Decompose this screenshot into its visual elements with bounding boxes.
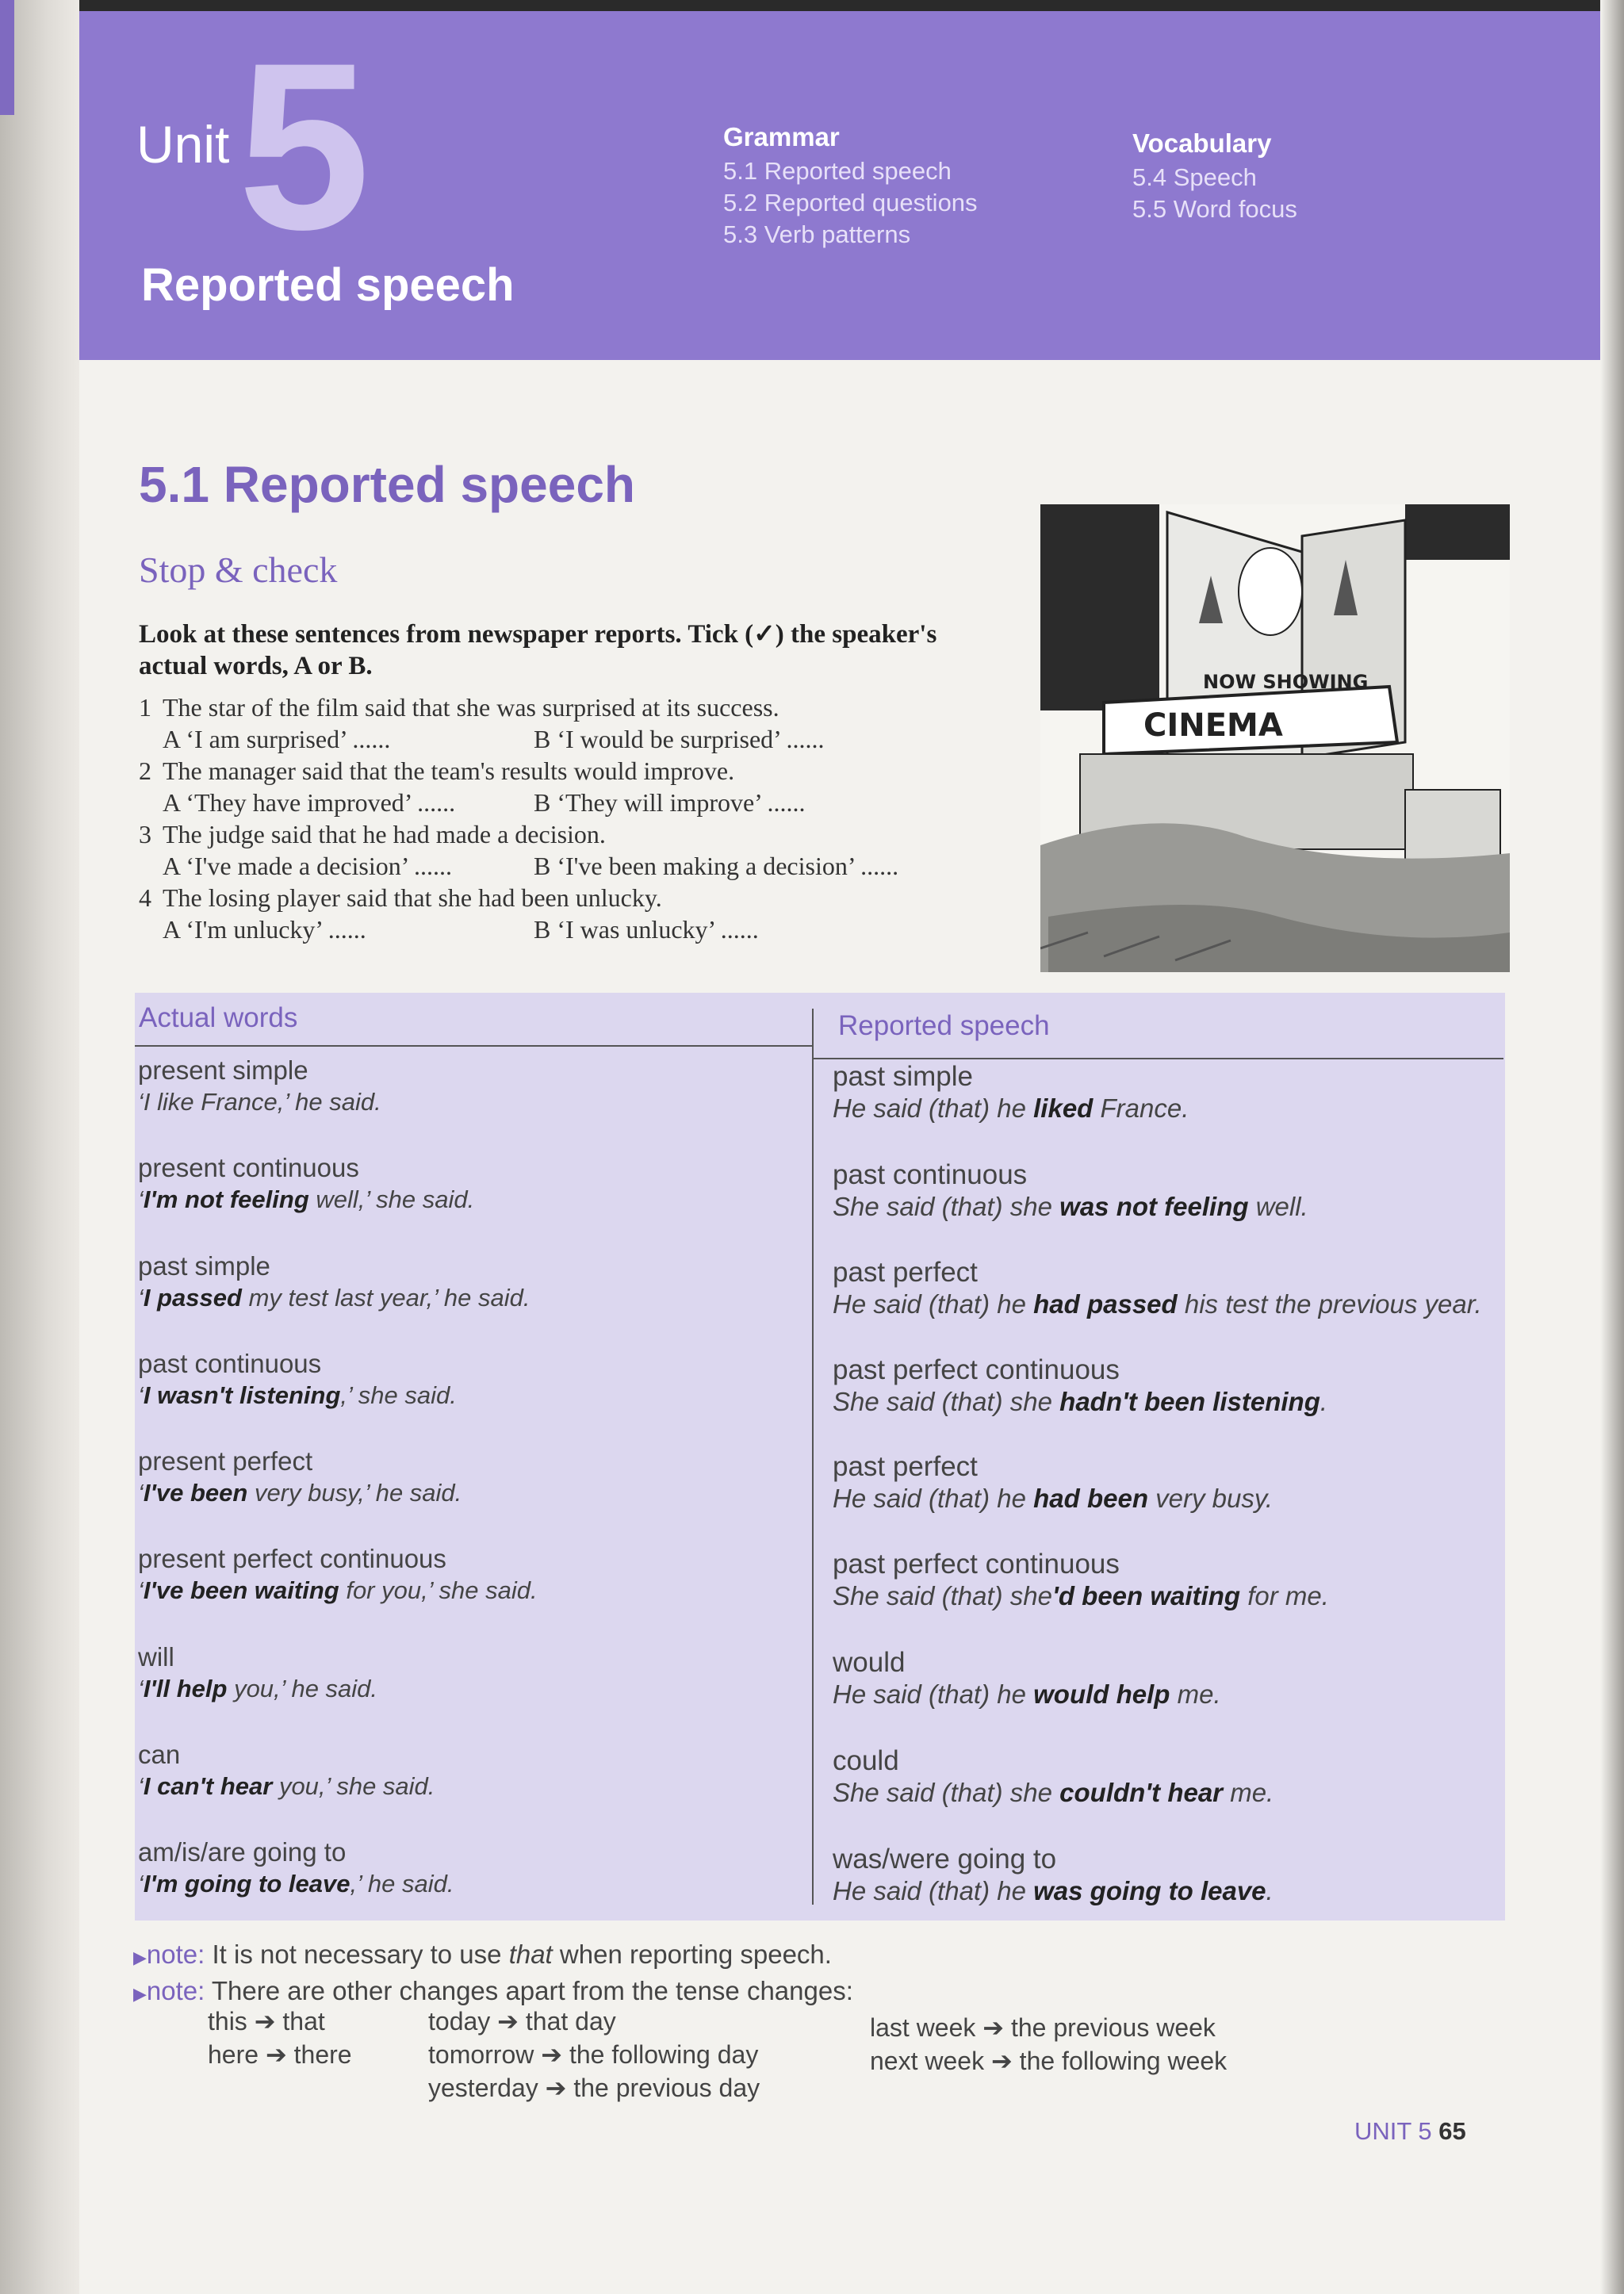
example-text: France,’ he said.	[193, 1088, 381, 1116]
example-text: .	[1320, 1387, 1328, 1416]
change-item: last week ➔ the previous week	[870, 2013, 1216, 2042]
tense-name: present perfect	[138, 1446, 313, 1476]
reported-speech-cell	[833, 1159, 1308, 1223]
now-showing-sign: NOW SHOWING	[1203, 671, 1369, 693]
example-sentence	[138, 1575, 538, 1607]
option-a[interactable]: A ‘I've made a decision’ ......	[163, 852, 453, 880]
actual-words-cell	[138, 1836, 454, 1900]
exercise-instruction: Look at these sentences from newspaper reports. Tick (✓) the speaker's actual words, A or B.	[139, 620, 937, 680]
example-text: ‘	[138, 1479, 144, 1507]
example-sentence	[138, 1086, 381, 1118]
vocabulary-item: 5.5 Word focus	[1132, 195, 1297, 223]
unit-number: 5	[238, 13, 370, 279]
unit-title: Reported speech	[141, 259, 515, 311]
unit-banner	[79, 11, 1624, 360]
exercise-sentence: The star of the film said that she was surprised at its success.	[163, 693, 779, 722]
example-highlight: hadn't been listening	[1059, 1387, 1320, 1416]
exercise-number: 1	[139, 693, 151, 722]
tense-name: am/is/are going to	[138, 1837, 347, 1867]
example-sentence	[833, 1679, 1221, 1710]
example-text: ,’ he said.	[350, 1870, 454, 1898]
example-sentence	[833, 1875, 1274, 1907]
example-highlight: I've been waiting	[143, 1576, 339, 1604]
example-text: ‘	[138, 1772, 144, 1800]
cartoon-dark-wall	[1040, 504, 1159, 710]
tense-name: past simple	[833, 1061, 974, 1092]
actual-words-cell	[138, 1055, 381, 1118]
option-a[interactable]: A ‘I'm unlucky’ ......	[163, 915, 366, 944]
example-highlight: I've been	[143, 1479, 248, 1507]
example-text: .	[1266, 1876, 1274, 1905]
example-text: ‘	[138, 1381, 144, 1409]
top-edge	[79, 0, 1624, 11]
example-text: ‘	[138, 1576, 144, 1604]
tense-name: past perfect	[833, 1451, 978, 1482]
exercise-item	[139, 882, 1011, 913]
tense-name: could	[833, 1745, 899, 1776]
example-highlight: 'd been waiting	[1052, 1581, 1241, 1610]
exercise-item	[139, 818, 1011, 850]
example-sentence	[138, 1673, 377, 1705]
example-text: ‘	[138, 1185, 144, 1213]
tense-name: present simple	[138, 1055, 308, 1085]
example-sentence	[833, 1483, 1273, 1515]
cartoon-dark-wall	[1405, 504, 1510, 560]
reported-speech-cell	[833, 1844, 1274, 1907]
example-sentence	[138, 1771, 435, 1802]
example-text: very busy,’ he said.	[247, 1479, 462, 1507]
actual-words-cell	[138, 1348, 457, 1411]
exercise-options	[139, 850, 1011, 882]
example-text: ,’ she said.	[340, 1381, 457, 1409]
example-highlight: would help	[1033, 1679, 1170, 1709]
exercise-list	[139, 691, 1011, 945]
example-text: ‘	[138, 1675, 144, 1702]
example-sentence	[833, 1289, 1482, 1320]
example-text: France.	[1093, 1093, 1189, 1123]
exercise-sentence: The manager said that the team's results would improve.	[163, 756, 735, 785]
vocabulary-contents	[1132, 128, 1297, 225]
example-sentence	[138, 1282, 530, 1314]
tense-name: present continuous	[138, 1153, 359, 1182]
example-text: She said (that) she	[833, 1192, 1060, 1221]
section-subtitle: Stop & check	[139, 550, 338, 590]
example-highlight: I passed	[143, 1284, 242, 1312]
actual-words-cell	[138, 1739, 435, 1802]
example-highlight: couldn't hear	[1059, 1778, 1224, 1807]
tense-name: would	[833, 1647, 906, 1678]
actual-words-cell	[138, 1152, 474, 1216]
grammar-contents	[723, 122, 978, 251]
table-rule	[814, 1058, 1503, 1059]
option-b[interactable]: B ‘They will improve’ ......	[534, 788, 806, 817]
example-highlight: was not feeling	[1059, 1192, 1249, 1221]
example-highlight: was going to leave	[1033, 1876, 1266, 1905]
tense-name: past continuous	[138, 1349, 322, 1378]
changes-column-2	[428, 2005, 760, 2104]
example-text: well.	[1248, 1192, 1308, 1221]
option-b[interactable]: B ‘I was unlucky’ ......	[534, 915, 759, 944]
example-text: his test the previous year.	[1177, 1289, 1482, 1319]
note-italic: that	[508, 1940, 553, 1969]
option-b[interactable]: B ‘I've been making a decision’ ......	[534, 852, 899, 880]
example-text: He said (that) he	[833, 1876, 1034, 1905]
example-text: He said (that) he	[833, 1093, 1034, 1123]
column-header-reported-speech: Reported speech	[838, 1010, 1050, 1041]
tense-name: can	[138, 1740, 181, 1769]
change-item: tomorrow ➔ the following day	[428, 2040, 759, 2069]
example-text: me.	[1170, 1679, 1221, 1709]
reported-speech-cell	[833, 1451, 1273, 1515]
example-text: well,’ she said.	[308, 1185, 475, 1213]
example-sentence	[138, 1184, 474, 1216]
tense-name: will	[138, 1642, 174, 1672]
column-header-actual-words: Actual words	[139, 1002, 298, 1033]
example-sentence	[833, 1777, 1274, 1809]
table-divider	[812, 1009, 814, 1905]
changes-column-1	[208, 2005, 352, 2071]
exercise-number: 2	[139, 756, 151, 785]
example-text: ‘	[138, 1870, 144, 1898]
page-number: 65	[1438, 2117, 1466, 2145]
reported-speech-cell	[833, 1549, 1329, 1612]
change-item: next week ➔ the following week	[870, 2047, 1228, 2075]
example-highlight: had passed	[1033, 1289, 1178, 1319]
tense-name: was/were going to	[833, 1844, 1057, 1875]
exercise-sentence: The judge said that he had made a decision.	[163, 820, 606, 848]
grammar-item: 5.2 Reported questions	[723, 189, 978, 216]
grammar-item: 5.3 Verb patterns	[723, 220, 911, 248]
table-rule	[135, 1045, 814, 1047]
section-title: 5.1 Reported speech	[139, 456, 635, 513]
grammar-item: 5.1 Reported speech	[723, 157, 952, 185]
note-label: note:	[146, 1940, 205, 1969]
book-spine-shadow	[0, 0, 79, 2294]
example-text: for me.	[1240, 1581, 1329, 1610]
option-a[interactable]: A ‘I am surprised’ ......	[163, 725, 391, 753]
example-highlight: had been	[1033, 1484, 1148, 1513]
tense-name: past perfect	[833, 1257, 978, 1288]
footer-unit: UNIT 5	[1354, 2117, 1432, 2145]
tense-name: past perfect continuous	[833, 1354, 1120, 1385]
example-highlight: I'll help	[143, 1675, 228, 1702]
example-text: He said (that) he	[833, 1679, 1034, 1709]
exercise-number: 4	[139, 883, 151, 912]
vocabulary-heading: Vocabulary	[1132, 128, 1272, 158]
option-a[interactable]: A ‘They have improved’ ......	[163, 788, 456, 817]
reported-speech-cell	[833, 1745, 1274, 1809]
change-item: yesterday ➔ the previous day	[428, 2074, 760, 2102]
example-text: me.	[1223, 1778, 1274, 1807]
note-label: note:	[146, 1976, 205, 2005]
exercise-number: 3	[139, 820, 151, 848]
reported-speech-cell	[833, 1647, 1221, 1710]
example-sentence	[833, 1093, 1189, 1124]
example-highlight: liked	[1033, 1093, 1094, 1123]
option-b[interactable]: B ‘I would be surprised’ ......	[534, 725, 825, 753]
unit-word: Unit	[136, 115, 230, 174]
actual-words-cell	[138, 1250, 530, 1314]
change-item: this ➔ that	[208, 2007, 325, 2035]
example-highlight: I can't hear	[143, 1772, 273, 1800]
tense-name: past simple	[138, 1251, 270, 1281]
example-text: my test last year,’ he said.	[241, 1284, 530, 1312]
reported-speech-cell	[833, 1257, 1482, 1320]
note-text: There are other changes apart from the tense changes:	[205, 1976, 853, 2005]
change-item: today ➔ that day	[428, 2007, 616, 2035]
changes-column-3	[870, 2011, 1227, 2078]
unit-tab-marker	[0, 0, 14, 115]
reported-speech-cell	[833, 1061, 1189, 1124]
example-sentence	[138, 1868, 454, 1900]
example-sentence	[833, 1386, 1327, 1418]
example-text: ‘I like	[138, 1088, 194, 1116]
notes	[133, 1938, 853, 2011]
exercise-options	[139, 787, 1011, 818]
example-text: you,’ she said.	[272, 1772, 435, 1800]
example-highlight: I'm going to leave	[143, 1870, 350, 1898]
example-sentence	[138, 1380, 457, 1411]
cartoon-figure	[1239, 548, 1302, 635]
page-edge-shadow	[1600, 0, 1624, 2294]
triangle-icon: ▶	[133, 1984, 147, 2004]
cinema-sign: CINEMA	[1143, 707, 1283, 744]
example-text: She said (that) she	[833, 1778, 1060, 1807]
note-text: It is not necessary to use	[205, 1940, 509, 1969]
triangle-icon: ▶	[133, 1947, 147, 1967]
grammar-heading: Grammar	[723, 122, 840, 151]
change-item: here ➔ there	[208, 2040, 352, 2069]
exercise-options	[139, 723, 1011, 755]
example-sentence	[138, 1477, 462, 1509]
example-text: for you,’ she said.	[339, 1576, 538, 1604]
example-sentence	[833, 1191, 1308, 1223]
example-text: She said (that) she	[833, 1581, 1052, 1610]
vocabulary-item: 5.4 Speech	[1132, 163, 1257, 191]
page-footer	[1354, 2117, 1466, 2146]
actual-words-cell	[138, 1641, 377, 1705]
example-text: very busy.	[1147, 1484, 1274, 1513]
example-text: He said (that) he	[833, 1289, 1034, 1319]
actual-words-cell	[138, 1543, 538, 1607]
note-1	[133, 1938, 853, 1974]
cinema-cartoon	[1040, 504, 1510, 972]
example-sentence	[833, 1580, 1329, 1612]
tense-name: past perfect continuous	[833, 1549, 1120, 1580]
example-text: He said (that) he	[833, 1484, 1034, 1513]
exercise-sentence: The losing player said that she had been unlucky.	[163, 883, 662, 912]
exercise-item	[139, 691, 1011, 723]
reported-speech-cell	[833, 1354, 1327, 1418]
example-highlight: I wasn't listening	[143, 1381, 341, 1409]
example-text: She said (that) she	[833, 1387, 1060, 1416]
example-text: you,’ he said.	[227, 1675, 378, 1702]
exercise-options	[139, 913, 1011, 945]
tense-name: past continuous	[833, 1159, 1028, 1190]
example-highlight: I'm not feeling	[143, 1185, 309, 1213]
note-text: when reporting speech.	[552, 1940, 832, 1969]
example-text: ‘	[138, 1284, 144, 1312]
tense-name: present perfect continuous	[138, 1544, 446, 1573]
actual-words-cell	[138, 1446, 462, 1509]
exercise-item	[139, 755, 1011, 787]
